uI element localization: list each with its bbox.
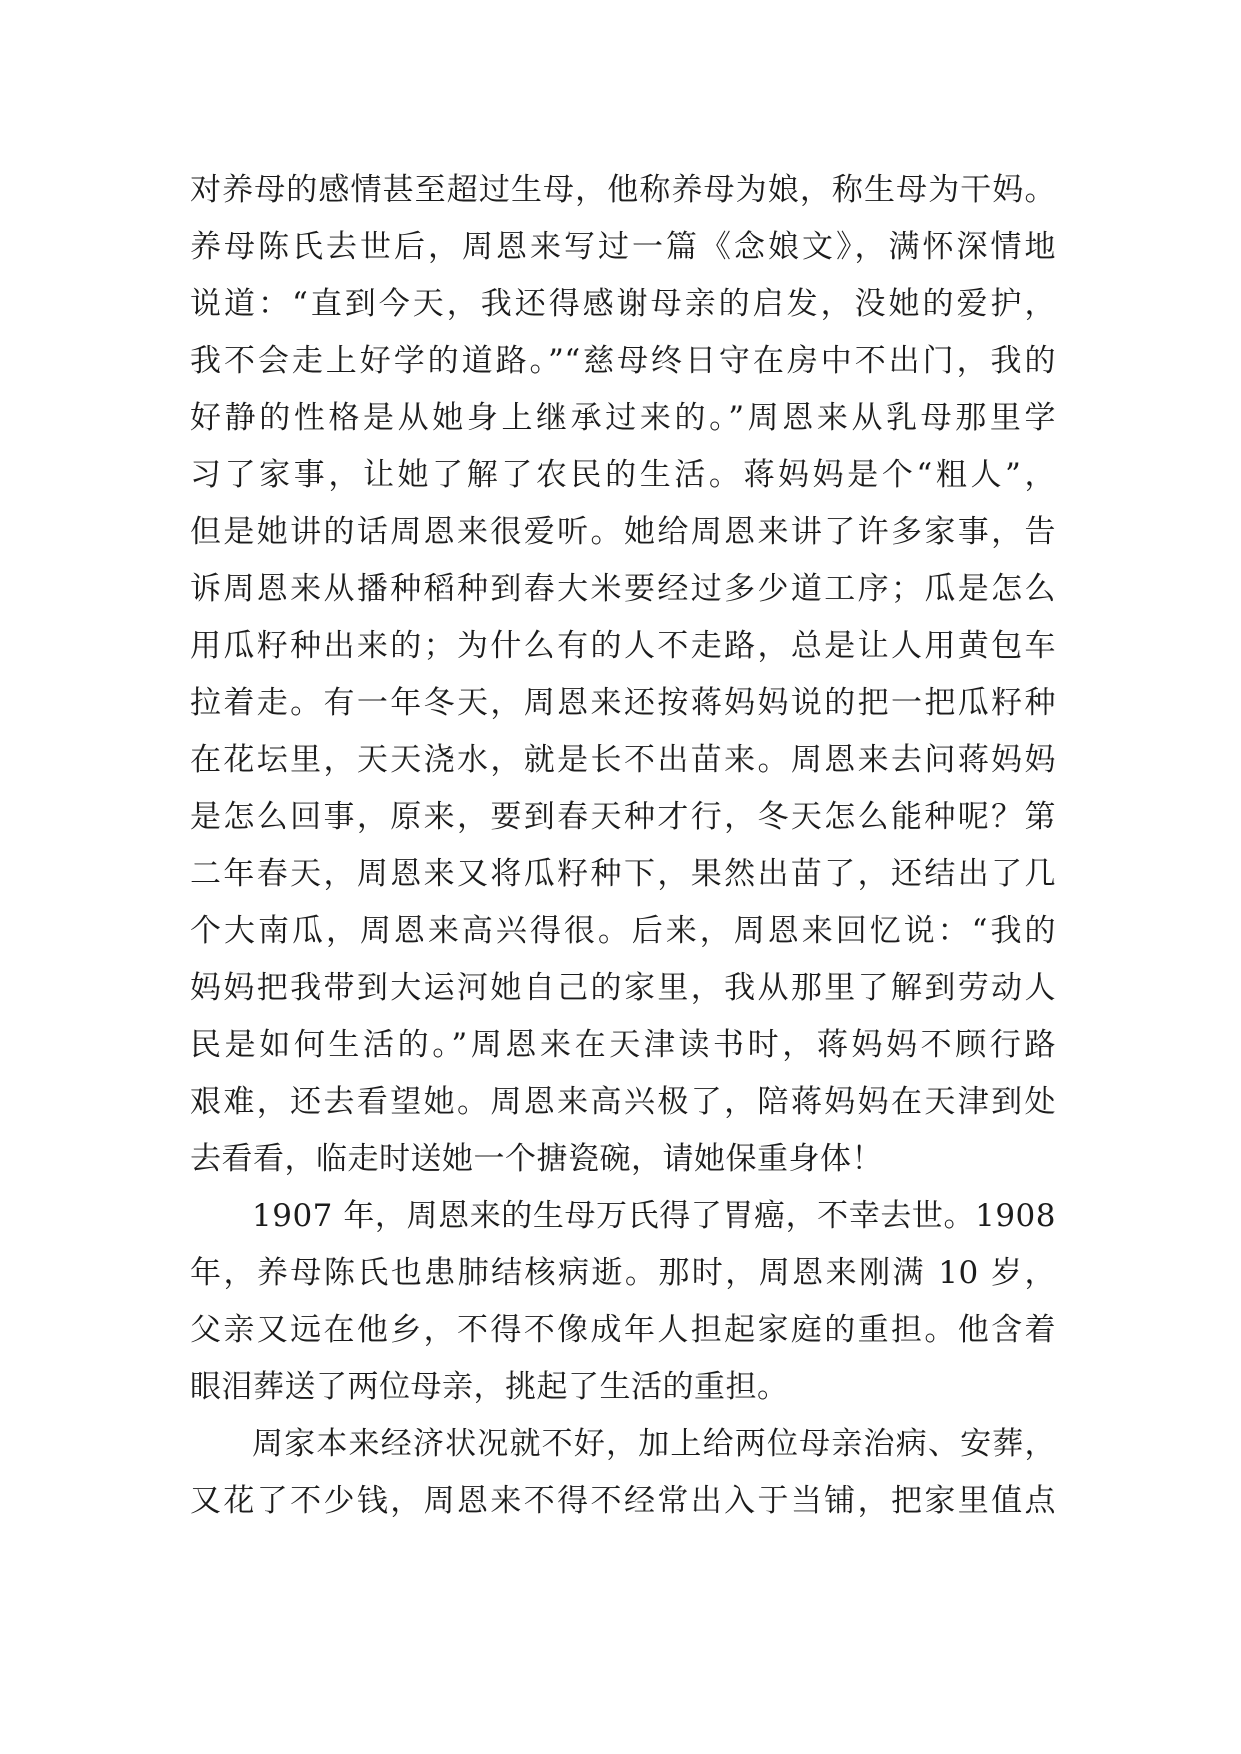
text-line: 在花坛里，天天浇水，就是长不出苗来。周恩来去问蒋妈妈 xyxy=(190,742,1056,778)
text-line: 妈妈把我带到大运河她自己的家里，我从那里了解到劳动人 xyxy=(190,970,1056,1006)
text-line: 是怎么回事，原来，要到春天种才行，冬天怎么能种呢？第 xyxy=(190,799,1056,835)
text-line: 眼泪葬送了两位母亲，挑起了生活的重担。 xyxy=(190,1369,789,1405)
text-line: 去看看，临走时送她一个搪瓷碗，请她保重身体！ xyxy=(190,1141,883,1177)
text-line: 诉周恩来从播种稻种到舂大米要经过多少道工序；瓜是怎么 xyxy=(190,571,1056,607)
text-line: 二年春天，周恩来又将瓜籽种下，果然出苗了，还结出了几 xyxy=(190,856,1056,892)
text-line: 民是如何生活的。”周恩来在天津读书时，蒋妈妈不顾行路 xyxy=(190,1027,1056,1063)
text-line: 对养母的感情甚至超过生母，他称养母为娘，称生母为干妈。 xyxy=(190,172,1056,208)
text-line: 又花了不少钱，周恩来不得不经常出入于当铺，把家里值点 xyxy=(190,1483,1056,1519)
text-line: 说道：“直到今天，我还得感谢母亲的启发，没她的爱护， xyxy=(190,286,1056,322)
text-line: 我不会走上好学的道路。”“慈母终日守在房中不出门，我的 xyxy=(190,343,1056,379)
text-line: 年，养母陈氏也患肺结核病逝。那时，周恩来刚满 10 岁， xyxy=(190,1255,1056,1291)
text-line: 父亲又远在他乡，不得不像成年人担起家庭的重担。他含着 xyxy=(190,1312,1056,1348)
text-line: 习了家事，让她了解了农民的生活。蒋妈妈是个“粗人”， xyxy=(190,457,1056,493)
text-line: 艰难，还去看望她。周恩来高兴极了，陪蒋妈妈在天津到处 xyxy=(190,1084,1056,1120)
text-line: 周家本来经济状况就不好，加上给两位母亲治病、安葬， xyxy=(252,1426,1056,1462)
text-line: 好静的性格是从她身上继承过来的。”周恩来从乳母那里学 xyxy=(190,400,1056,436)
text-line: 个大南瓜，周恩来高兴得很。后来，周恩来回忆说：“我的 xyxy=(190,913,1056,949)
body-text xyxy=(190,162,1056,1530)
text-line: 但是她讲的话周恩来很爱听。她给周恩来讲了许多家事，告 xyxy=(190,514,1056,550)
text-line: 拉着走。有一年冬天，周恩来还按蒋妈妈说的把一把瓜籽种 xyxy=(190,685,1056,721)
text-line: 用瓜籽种出来的；为什么有的人不走路，总是让人用黄包车 xyxy=(190,628,1056,664)
text-line: 养母陈氏去世后，周恩来写过一篇《念娘文》，满怀深情地 xyxy=(190,229,1056,265)
text-line: 1907 年，周恩来的生母万氏得了胃癌，不幸去世。1908 xyxy=(252,1198,1056,1234)
